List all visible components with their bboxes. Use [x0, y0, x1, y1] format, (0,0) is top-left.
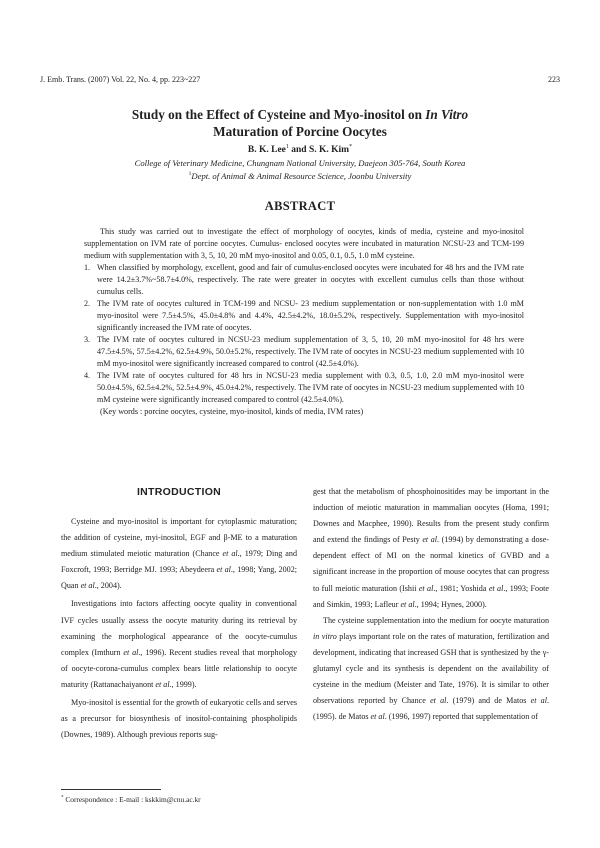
keywords: (Key words : porcine oocytes, cysteine, myo-inositol, kinds of media, IVM rates) [100, 407, 364, 416]
finding-item [84, 334, 524, 370]
abstract-intro: This study was carried out to investigate the effect of morphology of oocytes, kinds of media, cysteine and myo-inositol supplementation on IVM rate of porcine oocytes. Cumulus- enclosed oocytes were incubated in maturation NCSU-23 and TCM-199 medium with supplementation with 3, 5, 10, 20 mM myo-inositol and 0.05, 0.1, 0.5, 1.0 mM cysteine. [84, 227, 524, 260]
section-heading-introduction: INTRODUCTION [136, 486, 222, 498]
article-title [60, 106, 540, 140]
finding-text: The IVM rate of oocytes cultured in TCM-199 and NCSU- 23 medium supplementation or non-supplementation with 1.0 mM myo-inositol were 7.5±4.5%, 45.0±4.8% and 4.4%, 42.5±4.2%, 18.0±5.2%, respectively. Supplementation with myo-inositol significantly increased the IVM rate of oocytes. [97, 299, 524, 332]
affiliation-secondary: Dept. of Animal & Animal Resource Science, Joonbu University [191, 171, 412, 181]
author-2-mark: * [349, 144, 353, 150]
title-italic: In Vitro [425, 107, 469, 122]
author-joiner: and [288, 145, 309, 156]
finding-number: 4. [84, 371, 91, 380]
footnote-text: Correspondence : E-mail : kskkim@cnu.ac.kr [63, 795, 201, 804]
author-1: B. K. Lee [247, 145, 286, 156]
journal-citation: J. Emb. Trans. (2007) Vol. 22, No. 4, pp. 223~227 [40, 75, 201, 84]
finding-item [84, 298, 524, 334]
finding-number: 1. [84, 263, 91, 272]
intro-paragraph-4: The cysteine supplementation into the medium for oocyte maturation in vitro plays important role on the rates of maturation, fertilization and development, indicating that increased GSH that is synthesized by the γ-glutamyl cycle and its synthesis is dependent on the availability of cysteine in the medium (Meister and Tate, 1976). It is similar to other observations reported by Chance et al. (1979) and de Matos et al. (1995). de Matos et al. (1996, 1997) reported that supplementation of [313, 615, 549, 722]
affiliation-secondary-line [60, 171, 540, 181]
findings-list [84, 262, 524, 406]
right-column [313, 484, 549, 725]
page-number: 223 [548, 75, 560, 84]
running-head [40, 75, 560, 87]
intro-paragraph-3: Myo-inositol is essential for the growth of eukaryotic cells and serves as a precursor for biosynthesis of inositol-containing phospholipids (Downes, 1989). Although previous reports sug- [61, 698, 297, 740]
left-column [61, 484, 297, 743]
intro-paragraph-2: Investigations into factors affecting oocyte quality in conventional IVF cycles usually assess the oocyte maturity during its retrieval by examining the morphological appearance of the oocyte-cumulus complex (Imthurn et al., 1996). Recent studies reveal that morphology of oocyte-corona-cumulus complex bears little relationship to oocyte maturity (Rattanachaiyanont et al., 1999). [61, 599, 297, 689]
abstract-body [84, 226, 524, 418]
finding-number: 2. [84, 299, 91, 308]
finding-text: The IVM rate of oocytes cultured in NCSU-23 medium supplementation of 3, 5, 10, 20 mM myo-inositol for 48 hrs were 47.5±4.5%, 57.5±4.2%, 62.5±4.9%, 50.0±5.2%, respectively. The IVM rate of oocytes in NCSU-23 medium supplemented with 10 mM myo-inositol were significantly increased compared to control (42.5±4.0%). [97, 335, 524, 368]
footnote-divider [61, 789, 161, 790]
footnote-mark: * [61, 795, 64, 801]
title-line2: Maturation of Porcine Oocytes [213, 124, 387, 139]
title-line1: Study on the Effect of Cysteine and Myo-inositol on [131, 107, 426, 122]
finding-text: When classified by morphology, excellent, good and fair of cumulus-enclosed oocytes were incubated for 48 hrs and the IVM rate were 14.2±3.7%~58.7±4.0%, respectively. The rate were greater in oocytes with excellent cumulus cells than those without cumulus cells. [97, 263, 524, 296]
intro-paragraph-3-continued: gest that the metabolism of phosphoinositides may be important in the induction of meiotic maturation in mammalian oocytes (Homa, 1991; Downes and Macphee, 1990). Results from the present study confirm and extend the findings of Pesty et al. (1994) by demonstrating a dose-dependent effect of MI on the normal kinetics of GVBD and a significant increase in the proportion of mouse oocytes that can progress to full meiotic maturation (Ishii et al., 1981; Yoshida et al., 1993; Foote and Simkin, 1993; Lafleur et al., 1994; Hynes, 2000). [313, 487, 549, 609]
correspondence-footnote [61, 795, 297, 804]
author-1-mark: 1 [285, 144, 289, 150]
finding-text: The IVM rate of oocytes cultured for 48 hrs in NCSU-23 media supplement with 0.3, 0.5, 1.0, 2.0 mM myo-inositol were 50.0±4.5%, 62.5±4.2%, 52.5±4.9%, 45.0±4.2%, respectively. The IVM rate of oocytes in NCSU-23 medium supplemented with 10 mM cysteine were significantly increased compared to control (42.5±4.0%). [97, 371, 524, 404]
intro-paragraph-1: Cysteine and myo-inositol is important for cytoplasmic maturation; the addition of cysteine, myi-inositol, EGF and β-ME to a maturation medium stimulated meiotic maturation (Chance et al., 1979; Ding and Foxcroft, 1993; Berridge MJ. 1993; Abeydeera et al., 1998; Yang, 2002; Quan et al., 2004). [61, 517, 297, 591]
affiliation-secondary-mark: 1 [188, 171, 192, 178]
author-list [60, 144, 540, 155]
author-2: S. K. Kim [308, 145, 350, 156]
affiliation-primary: College of Veterinary Medicine, Chungnam National University, Daejeon 305-764, South Korea [134, 158, 466, 168]
finding-number: 3. [84, 335, 91, 344]
finding-item [84, 262, 524, 298]
abstract-heading: ABSTRACT [264, 199, 336, 213]
finding-item [84, 370, 524, 406]
